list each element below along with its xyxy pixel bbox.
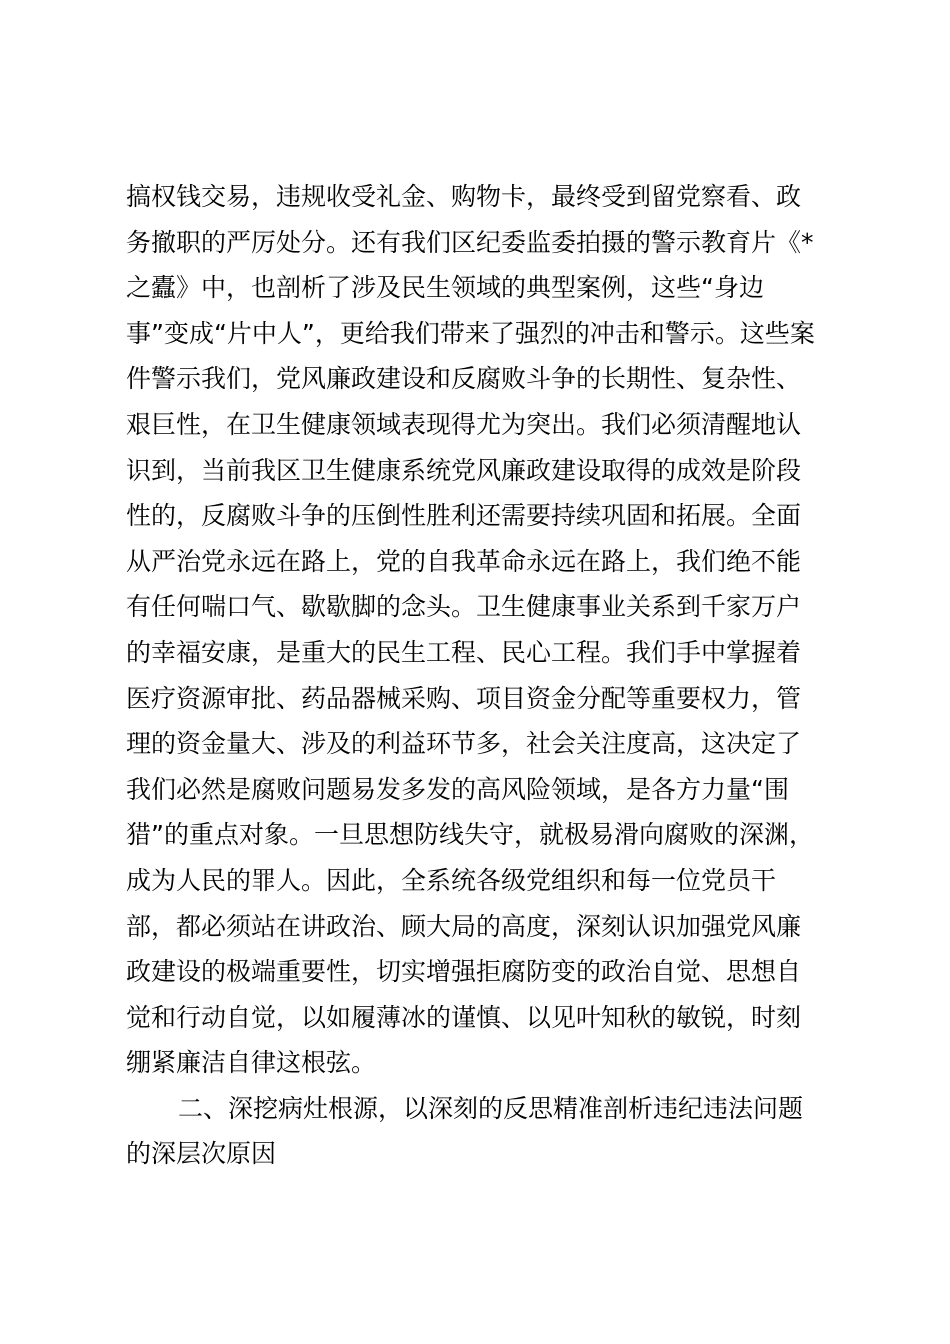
section-heading-line: 二、深挖病灶根源，以深刻的反思精准剖析违纪违法问题 <box>178 1093 804 1123</box>
paragraph-line: 识到，当前我区卫生健康系统党风廉政建设取得的成效是阶段 <box>126 455 802 485</box>
paragraph-line: 性的，反腐败斗争的压倒性胜利还需要持续巩固和拓展。全面 <box>126 501 802 531</box>
paragraph-line: 医疗资源审批、药品器械采购、项目资金分配等重要权力，管 <box>126 683 802 713</box>
paragraph-line: 搞权钱交易，违规收受礼金、购物卡，最终受到留党察看、政 <box>126 182 802 211</box>
paragraph-line: 件警示我们，党风廉政建设和反腐败斗争的长期性、复杂性、 <box>126 364 802 394</box>
paragraph-line: 艰巨性，在卫生健康领域表现得尤为突出。我们必须清醒地认 <box>126 409 802 439</box>
paragraph-line: 的幸福安康，是重大的民生工程、民心工程。我们手中掌握着 <box>126 637 802 667</box>
paragraph-line: 理的资金量大、涉及的利益环节多，社会关注度高，这决定了 <box>126 729 802 759</box>
paragraph-line: 有任何喘口气、歇歇脚的念头。卫生健康事业关系到千家万户 <box>126 592 802 622</box>
paragraph-line: 猎”的重点对象。一旦思想防线失守，就极易滑向腐败的深渊， <box>126 820 814 850</box>
paragraph-line: 成为人民的罪人。因此，全系统各级党组织和每一位党员干 <box>126 865 777 895</box>
paragraph-line: 觉和行动自觉，以如履薄冰的谨慎、以见叶知秋的敏锐，时刻 <box>126 1002 802 1032</box>
body-text <box>126 174 836 1177</box>
paragraph-line: 从严治党永远在路上，党的自我革命永远在路上，我们绝不能 <box>126 546 802 576</box>
paragraph-line: 部，都必须站在讲政治、顾大局的高度，深刻认识加强党风廉 <box>126 911 802 941</box>
paragraph-line: 政建设的极端重要性，切实增强拒腐防变的政治自觉、思想自 <box>126 957 802 987</box>
paragraph-line: 事”变成“片中人”，更给我们带来了强烈的冲击和警示。这些案 <box>126 318 815 348</box>
section-heading-line: 的深层次原因 <box>126 1139 277 1169</box>
paragraph-line: 绷紧廉洁自律这根弦。 <box>126 1048 377 1078</box>
paragraph-line: 我们必然是腐败问题易发多发的高风险领域，是各方力量“围 <box>126 774 789 804</box>
paragraph-line: 之蠹》中，也剖析了涉及民生领域的典型案例，这些“身边 <box>126 273 764 303</box>
paragraph-line: 务撤职的严厉处分。还有我们区纪委监委拍摄的警示教育片《* <box>126 227 814 257</box>
